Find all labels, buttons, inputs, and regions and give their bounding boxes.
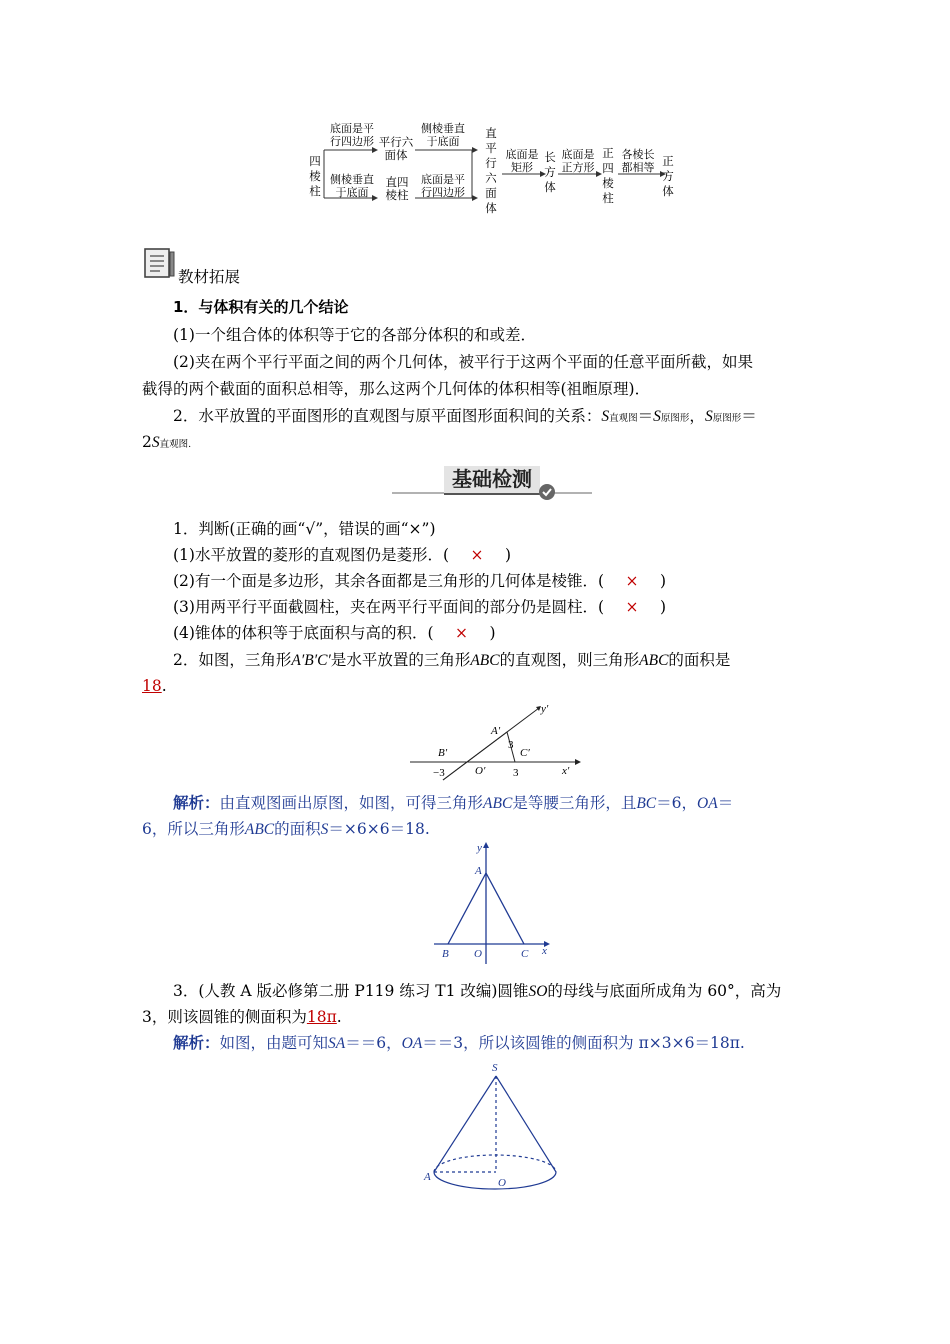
fig1-3-upper: 3: [508, 739, 514, 751]
fig1-O-label: O′: [475, 765, 486, 777]
classification-flowchart: [300, 118, 690, 228]
fig2-O-label: O: [474, 948, 482, 960]
extension-item2-line1: 2．水平放置的平面图形的直观图与原平面图形面积间的关系：S直观图＝S原图形，S原图形＝: [173, 407, 757, 425]
fig2-B-label: B: [442, 948, 449, 960]
fig3-O-label: O: [498, 1177, 506, 1189]
q2-stem-line1: 2．如图，三角形A′B′C′是水平放置的三角形ABC的直观图，则三角形ABC的面积是: [173, 651, 731, 669]
fig2-C-label: C: [521, 948, 529, 960]
fig1-3-lower: 3: [513, 767, 519, 779]
fig3-S-label: S: [492, 1062, 498, 1074]
q2-answer: 18: [142, 677, 162, 695]
fig2-y-label: y: [477, 842, 482, 854]
figure-oblique-view: [405, 698, 585, 782]
extension-item1-title: 1．与体积有关的几个结论: [173, 298, 349, 316]
extension-heading: 教材拓展: [178, 268, 241, 286]
q1-stem: 1．判断(正确的画“√”，错误的画“×”): [173, 520, 436, 538]
fig3-A-label: A: [424, 1171, 431, 1183]
q1-item-2: (2)有一个面是多边形，其余各面都是三角形的几何体是棱锥．( × ): [173, 572, 667, 590]
flow-bottom-arrow2-label: 底面是平行四边形: [421, 173, 465, 199]
flow-arrow4-label: 底面是正方形: [561, 148, 595, 174]
q1-item-4: (4)锥体的体积等于底面积与高的积．( × ): [173, 624, 496, 642]
q2-stem-line2: 18.: [142, 677, 167, 695]
fig1-neg3: −3: [433, 767, 445, 779]
q1-item-3: (3)用两平行平面截圆柱，夹在两平行平面间的部分仍是圆柱．( × ): [173, 598, 667, 616]
q2-solution-line1: 解析：由直观图画出原图，如图，可得三角形ABC是等腰三角形，且BC＝6，OA＝: [173, 793, 734, 812]
q3-answer: 18π: [306, 1008, 337, 1026]
flow-start-node: 四棱柱: [309, 154, 321, 198]
figure-cone: [420, 1058, 570, 1198]
check-icon: [539, 484, 555, 500]
extension-item2-line2: 2S直观图.: [142, 433, 192, 451]
q3-stem-line2: 3，则该圆锥的侧面积为18π.: [142, 1008, 342, 1026]
flow-merge-node: 直平行六面体: [485, 126, 497, 215]
flow-node4: 正四棱柱: [602, 146, 614, 205]
flow-top-arrow2-label: 侧棱垂直于底面: [421, 122, 465, 148]
section-title: 基础检测: [452, 467, 532, 491]
fig1-B-label: B′: [438, 747, 448, 759]
flow-node3: 长方体: [544, 150, 556, 194]
q3-solution: 解析：如图，由题可知SA＝＝6，OA＝＝3，所以该圆锥的侧面积为 π×3×6＝18π.: [173, 1033, 745, 1052]
q2-solution-line2: 6，所以三角形ABC的面积S＝×6×6＝18.: [142, 820, 430, 838]
extension-item1-p2-line2: 截得的两个截面的面积总相等，那么这两个几何体的体积相等(祖暅原理)．: [142, 380, 651, 398]
fig1-x-label: x′: [562, 765, 570, 777]
fig2-x-label: x: [542, 945, 547, 957]
notebook-icon: [142, 246, 178, 282]
figure-original-triangle: [428, 840, 558, 970]
flow-top-node: 平行六面体: [378, 135, 414, 162]
flow-arrow3-label: 底面是矩形: [505, 148, 539, 174]
flow-node5: 正方体: [662, 154, 674, 198]
extension-item1-p1: (1)一个组合体的体积等于它的各部分体积的和或差．: [173, 326, 536, 344]
flow-top-arrow1-label: 底面是平行四边形: [330, 122, 374, 148]
extension-item1-p2-line1: (2)夹在两个平行平面之间的两个几何体，被平行于这两个平面的任意平面所截，如果: [173, 353, 753, 371]
fig1-y-label: y′: [541, 703, 549, 715]
fig1-C-label: C′: [520, 747, 530, 759]
flow-bottom-node: 直四棱柱: [385, 175, 409, 202]
flow-arrow5-label: 各棱长都相等: [621, 148, 655, 174]
fig1-A-label: A′: [491, 725, 501, 737]
q3-stem-line1: 3．(人教 A 版必修第二册 P119 练习 T1 改编)圆锥SO的母线与底面所成角为 60°，高为: [173, 982, 782, 1000]
flow-bottom-arrow1-label: 侧棱垂直于底面: [330, 173, 374, 199]
q1-item-1: (1)水平放置的菱形的直观图仍是菱形．( × ): [173, 546, 512, 564]
fig2-A-label: A: [475, 865, 482, 877]
